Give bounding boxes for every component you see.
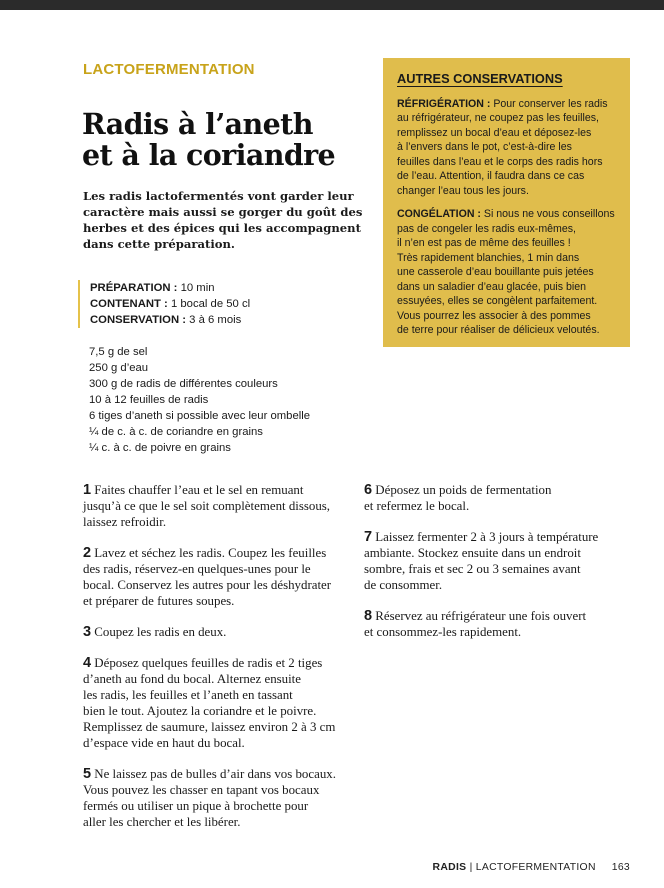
step-line [364,529,639,545]
intro-line: dans cette préparation. [83,237,235,251]
step-line: et refermez le bocal. [364,499,470,513]
step-line: jusqu’à ce que le sel soit complètement dissous, [83,499,331,513]
step-number: 8 [364,608,373,624]
paragraph-line: une casserole d’eau bouillante puis jetées [397,266,594,278]
step-line: de consommer. [364,578,443,592]
ingredient-item: 7,5 g de sel [89,346,148,358]
paragraph-line [397,97,618,112]
step-line [364,482,639,498]
step-number: 3 [83,624,92,640]
footer-section: RADIS [432,862,467,873]
ingredient-item: 6 tiges d’aneth si possible avec leur ombelle [89,410,311,422]
step-line: d’aneth au fond du bocal. Alternez ensuite [83,672,301,686]
ingredient-item: ¼ c. à c. de poivre en grains [89,442,231,454]
paragraph-line: de l’eau. Attention, il faudra dans ce cas [397,170,585,182]
step-line: Vous pouvez les chasser en tapant vos bocaux [83,783,320,797]
step-line: et consommez-les rapidement. [364,625,522,639]
prep-label: PRÉPARATION : [90,282,178,294]
step-number: 4 [83,655,92,671]
ingredient-item: 250 g d’eau [89,362,149,374]
step-line: bien le tout. Ajoutez la coriandre et le poivre. [83,704,317,718]
container [90,296,340,312]
step-text: Laissez fermenter 2 à 3 jours à température [372,530,599,544]
step [83,655,358,751]
footer-separator: | [466,862,476,873]
step-line: ambiante. Stockez ensuite dans un endroit [364,546,581,560]
steps-column-right [364,482,639,655]
steps-column-left [83,482,358,845]
step-line: aller les chercher et les libérer. [83,815,241,829]
prep-value: 10 min [177,282,215,294]
paragraph-line: dans un saladier d’eau glacée, puis bien [397,280,587,293]
step-line: les radis, les feuilles et l’aneth en tassant [83,688,293,702]
step-line [83,545,358,561]
step-text: Déposez quelques feuilles de radis et 2 tiges [91,656,323,670]
step-number: 1 [83,482,92,498]
step [364,482,639,514]
storage-time [90,312,340,328]
step [83,545,358,609]
paragraph-text: Si nous ne vous conseillons [480,208,615,220]
paragraph-line: feuilles dans l’eau et le corps des radis hors [397,155,603,168]
paragraph-line: Très rapidement blanchies, 1 min dans [397,251,580,264]
ingredient-item: 300 g de radis de différentes couleurs [89,378,278,390]
step-text: Ne laissez pas de bulles d’air dans vos bocaux. [91,767,336,781]
storage-value: 3 à 6 mois [186,314,242,326]
step-line: bocal. Conservez les autres pour les déshydrater [83,578,332,592]
page-number: 163 [611,862,630,873]
other-preservation-box [383,58,630,347]
step [83,624,358,640]
freezing-paragraph [397,207,618,338]
paragraph-line: au réfrigérateur, ne coupez pas les feuilles, [397,112,599,124]
step-number: 5 [83,766,92,782]
storage-label: CONSERVATION : [90,314,187,326]
step-text: Coupez les radis en deux. [91,625,227,639]
container-label: CONTENANT : [90,298,168,310]
step-text: Réservez au réfrigérateur une fois ouvert [372,609,587,623]
paragraph-text: Pour conserver les radis [490,97,608,110]
top-bar [0,0,664,10]
step-line: Remplissez de saumure, laissez environ 2 à 3 cm [83,720,336,734]
intro-line: Les radis lactofermentés vont garder leur [83,189,354,203]
step [364,529,639,593]
step-text: Déposez un poids de fermentation [372,483,552,497]
title-line: et à la coriandre [82,138,336,172]
ingredient-item: 10 à 12 feuilles de radis [89,394,209,406]
recipe-title [82,109,362,171]
paragraph-line [397,207,618,222]
step-line: et préparer de futures soupes. [83,594,235,608]
step-line: d’espace vide en haut du bocal. [83,736,245,750]
intro-line: caractère mais aussi se gorger du goût des [83,205,363,219]
chapter-kicker: LACTOFERMENTATION [83,61,255,78]
paragraph-line: Vous pourrez les associer à des pommes [397,309,591,322]
paragraph-line: à l’envers dans le pot, c’est-à-dire les [397,141,572,153]
step-line: laissez refroidir. [83,515,167,529]
step [83,766,358,830]
paragraph-line: remplissez un bocal d’eau et déposez-les [397,126,592,139]
step-line [83,655,358,671]
paragraph-line: pas de congeler les radis eux-mêmes, [397,222,577,235]
intro-line: herbes et des épices qui les accompagnent [83,221,361,235]
step-line: sombre, frais et sec 2 ou 3 semaines avant [364,562,581,576]
step-number: 7 [364,529,373,545]
step-text: Lavez et séchez les radis. Coupez les feuilles [91,546,327,560]
refrigeration-label: RÉFRIGÉRATION : [397,97,491,110]
step-line [83,766,358,782]
footer-chapter: LACTOFERMENTATION [475,862,596,873]
step [364,608,639,640]
step-line [83,624,358,640]
refrigeration-paragraph [397,97,618,199]
paragraph-line: de terre pour réaliser de délicieux veloutés. [397,324,600,336]
step-number: 2 [83,545,92,561]
ingredient-item: ¼ de c. à c. de coriandre en grains [89,426,263,438]
container-value: 1 bocal de 50 cl [167,298,251,310]
recipe-intro [83,188,363,252]
page-footer [433,862,630,873]
title-line: Radis à l’aneth [82,107,313,141]
step-line [83,482,358,498]
paragraph-line: il n’en est pas de même des feuilles ! [397,237,571,249]
paragraph-line: essuyées, elles se congèlent parfaitement. [397,295,598,307]
step-text: Faites chauffer l’eau et le sel en remuant [91,483,304,497]
step-line: des radis, réservez-en quelques-unes pour le [83,562,311,576]
freezing-label: CONGÉLATION : [397,208,481,220]
paragraph-line: changer l’eau tous les jours. [397,184,529,197]
recipe-meta [78,280,340,328]
step [83,482,358,530]
step-line: fermés ou utiliser un pique à brochette pour [83,799,309,813]
box-title: AUTRES CONSERVATIONS [397,71,563,86]
step-line [364,608,639,624]
step-number: 6 [364,482,373,498]
ingredients-list [89,344,349,456]
prep-time [90,280,340,296]
